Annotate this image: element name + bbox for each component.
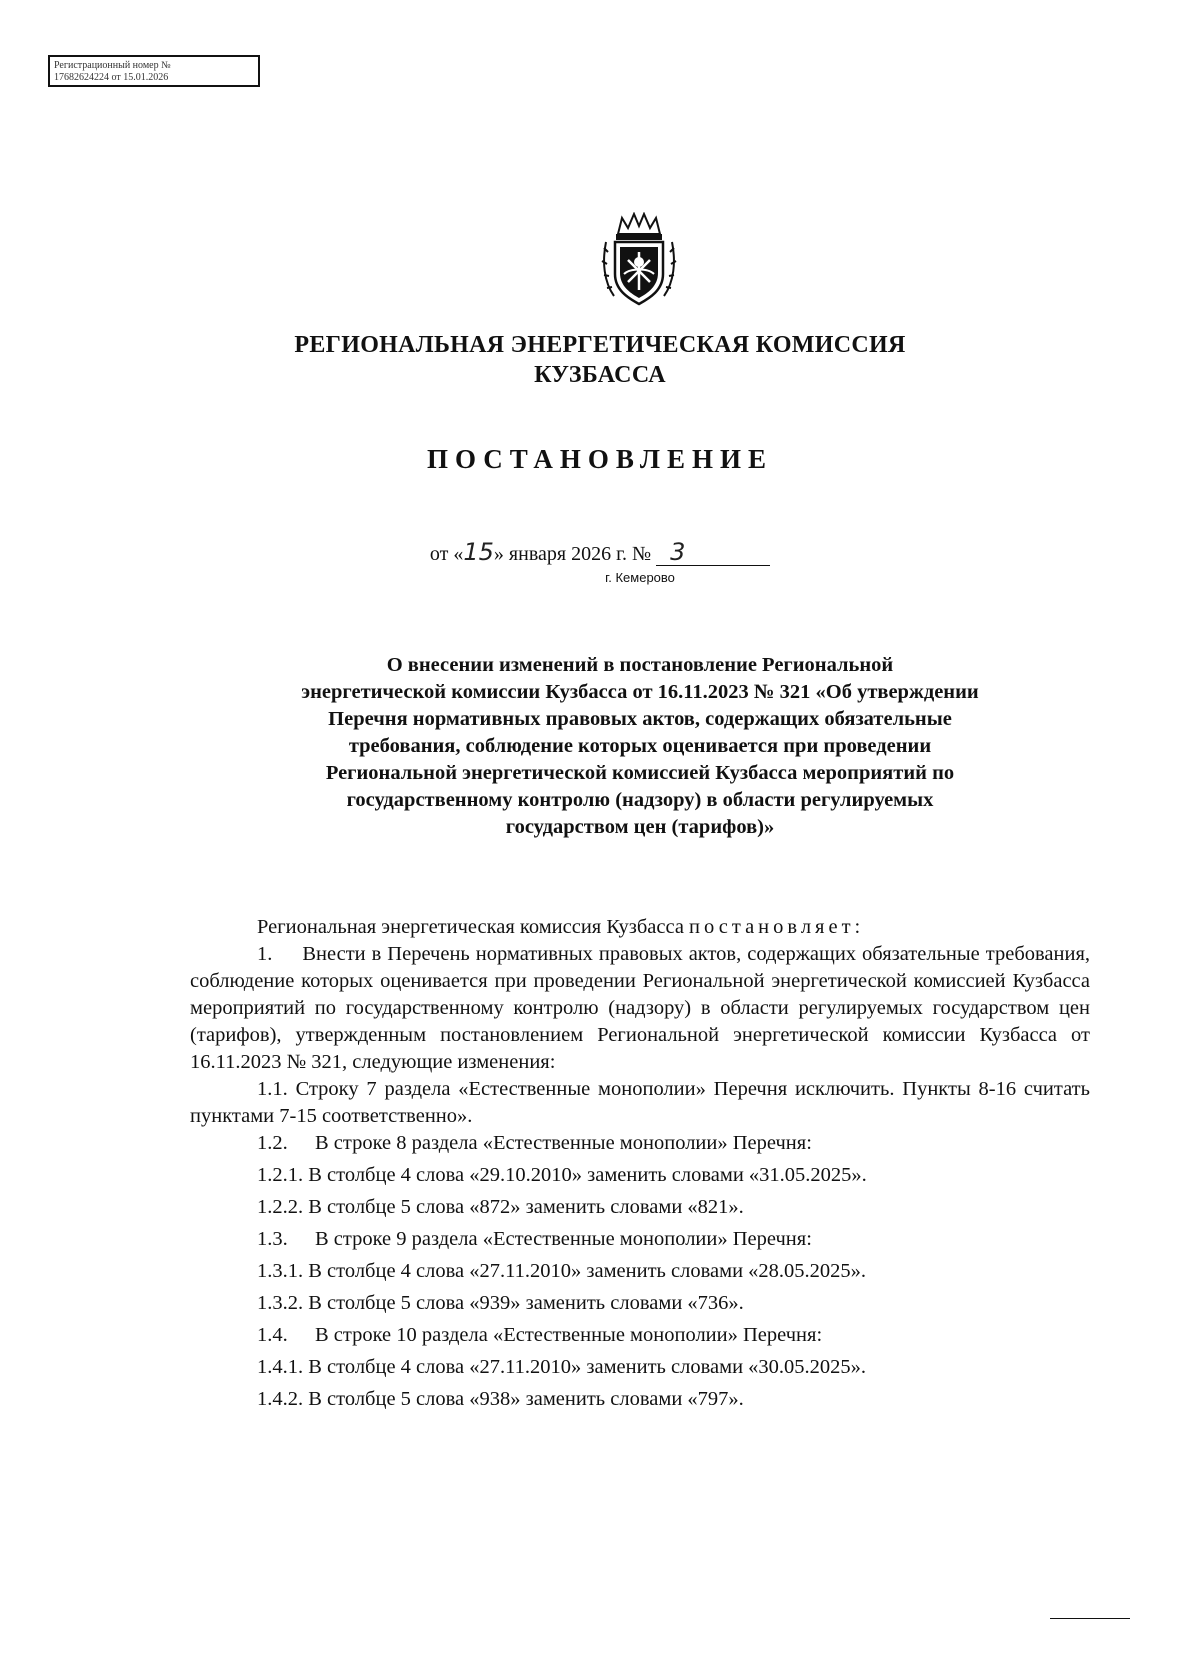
list-item: [190, 1162, 1090, 1189]
item-number: 1.3.2.: [257, 1292, 304, 1314]
document-date-line: [0, 540, 1200, 566]
item-number: 1.3.1.: [257, 1260, 304, 1282]
item-text: В строке 10 раздела «Естественные монополии» Перечня:: [315, 1324, 823, 1346]
item-text: В столбце 5 слова «939» заменить словами «736».: [308, 1292, 744, 1314]
subject-line: требования, соблюдение которых оценивается при проведении: [348, 735, 932, 757]
organization-title: [0, 330, 1200, 390]
item-number: 1.2.1.: [257, 1164, 304, 1186]
list-item: [190, 1354, 1090, 1381]
subject-line: государственному контролю (надзору) в области регулируемых: [346, 789, 934, 811]
item-text: В столбце 4 слова «29.10.2010» заменить словами «31.05.2025».: [308, 1164, 867, 1186]
paragraph-1: [190, 941, 1090, 1076]
list-item: [190, 1258, 1090, 1285]
organization-title-line2: КУЗБАССА: [534, 362, 666, 388]
item-number: 1.2.2.: [257, 1196, 304, 1218]
list-item: [190, 1386, 1090, 1413]
intro-text: Региональная энергетическая комиссия Кузбасса: [257, 916, 684, 938]
item-number: 1.4.1.: [257, 1356, 304, 1378]
list-item: [190, 1130, 1090, 1157]
date-day: 15: [463, 538, 494, 566]
document-number: 3: [670, 538, 686, 566]
organization-title-line1: РЕГИОНАЛЬНАЯ ЭНЕРГЕТИЧЕСКАЯ КОМИССИЯ: [294, 332, 906, 358]
registration-number: 17682624224 от 15.01.2026: [54, 72, 169, 83]
intro-resolves: постановляет:: [689, 916, 865, 938]
registration-label: Регистрационный номер №: [54, 60, 171, 71]
item-text: В столбце 5 слова «872» заменить словами «821».: [308, 1196, 744, 1218]
date-prefix: от «: [429, 543, 464, 565]
registration-stamp: [48, 55, 260, 87]
subject-line: Перечня нормативных правовых актов, содержащих обязательные: [328, 708, 952, 730]
item-text: В столбце 5 слова «938» заменить словами «797».: [308, 1388, 744, 1410]
document-city: г. Кемерово: [605, 570, 675, 585]
item-number: 1.4.: [257, 1324, 288, 1346]
list-item: [190, 1322, 1090, 1349]
intro-paragraph: [190, 914, 1090, 941]
subject-line: государством цен (тарифов)»: [505, 816, 775, 838]
list-item: [190, 1194, 1090, 1221]
document-number-field: [656, 538, 770, 566]
page-footer-rule: [1050, 1618, 1130, 1619]
item-text: В строке 9 раздела «Естественные монополии» Перечня:: [315, 1228, 812, 1250]
subject-line: О внесении изменений в постановление Региональной: [386, 654, 894, 676]
subject-line: энергетической комиссии Кузбасса от 16.11.2023 № 321 «Об утверждении: [301, 681, 979, 703]
item-text: В столбце 4 слова «27.11.2010» заменить словами «28.05.2025».: [308, 1260, 867, 1282]
list-item: [190, 1290, 1090, 1317]
paragraph-1-number: 1.: [257, 943, 273, 965]
date-month-year: » января 2026 г. №: [493, 543, 652, 565]
document-body: [190, 914, 1090, 1413]
item-number: 1.3.: [257, 1228, 288, 1250]
item-text: В строке 8 раздела «Естественные монополии» Перечня:: [315, 1132, 812, 1154]
document-subject: [190, 652, 1090, 841]
document-kind: ПОСТАНОВЛЕНИЕ: [426, 444, 774, 474]
paragraph-1-text: Внести в Перечень нормативных правовых актов, содержащих обязательные требования, соблюдение которых оценивается при проведении Региональной энергетической комиссией Кузбасса мероприятий по государственному контролю (надзору) в области регулируемых государством цен (тарифов), утвержденным постановлением Региональной энергетической комиссии Кузбасса от 16.11.2023 № 321, следующие изменения:: [190, 943, 1091, 1073]
kuzbass-coat-of-arms-icon: [600, 212, 678, 308]
subject-line: Региональной энергетической комиссией Кузбасса мероприятий по: [325, 762, 955, 784]
item-number: 1.2.: [257, 1132, 288, 1154]
list-item: [190, 1226, 1090, 1253]
paragraph-1-1: 1.1. Строку 7 раздела «Естественные монополии» Перечня исключить. Пункты 8-16 считать пунктами 7-15 соответственно».: [190, 1078, 1090, 1127]
item-text: В столбце 4 слова «27.11.2010» заменить словами «30.05.2025».: [308, 1356, 867, 1378]
item-number: 1.4.2.: [257, 1388, 304, 1410]
